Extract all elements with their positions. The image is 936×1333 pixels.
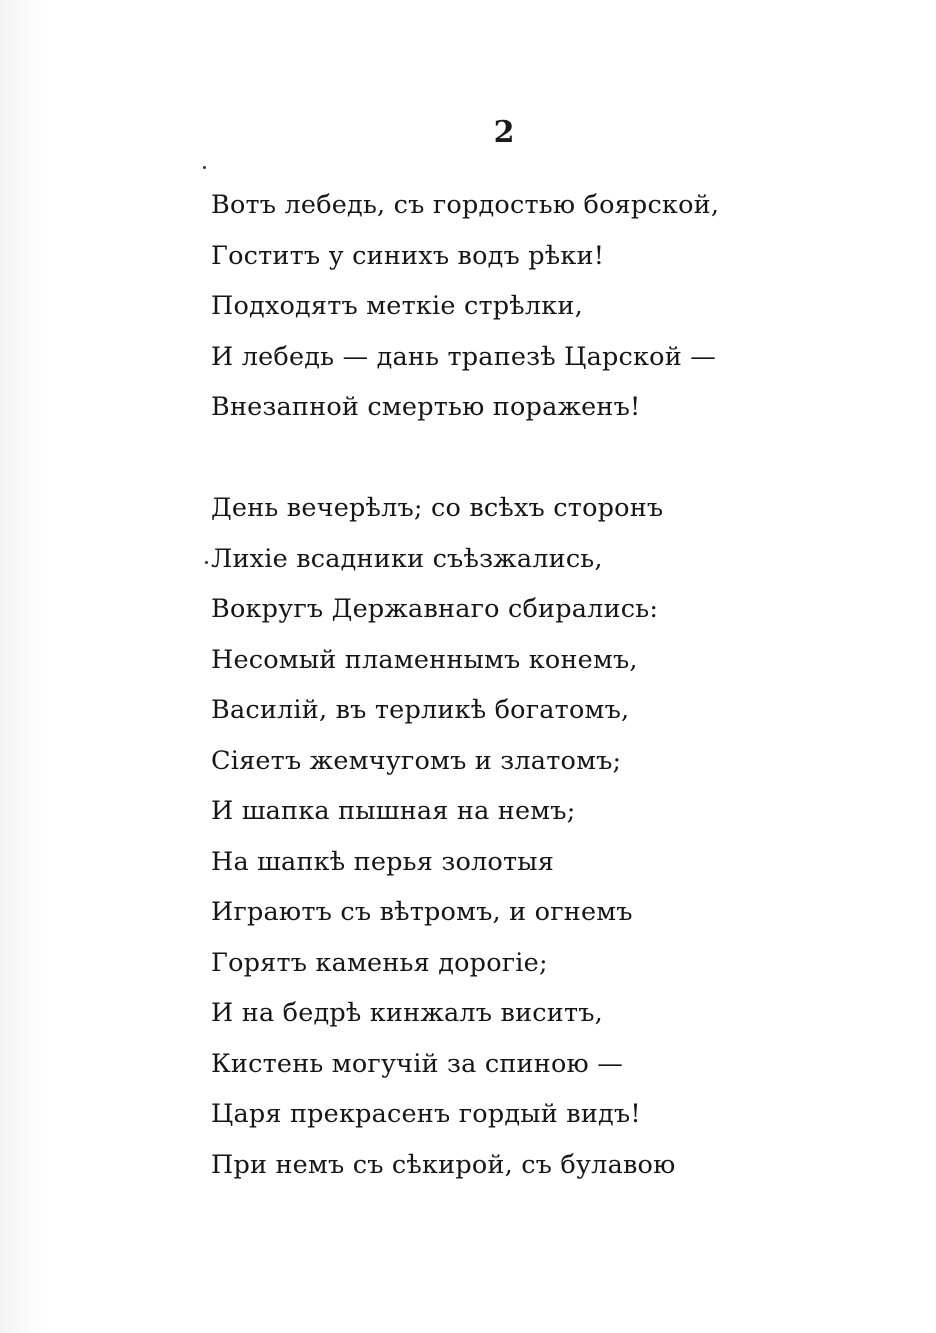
stanza-1: [211, 180, 719, 433]
scan-edge-shadow: [0, 0, 48, 1333]
verse-line: И шапка пышная на немъ;: [211, 796, 576, 826]
verse-line: Внезапной смертью пораженъ!: [211, 392, 641, 422]
verse-line: Играютъ съ вѣтромъ, и огнемъ: [211, 897, 633, 927]
verse-line: И лебедь — дань трапезѣ Царской —: [211, 341, 716, 372]
page-number: 2: [493, 115, 515, 150]
verse-line: Несомый пламеннымъ конемъ,: [211, 644, 638, 675]
verse-line: Василій, въ терликѣ богатомъ,: [211, 695, 630, 725]
verse-line: Вокругъ Державнаго сбирались:: [211, 594, 659, 624]
verse-line: На шапкѣ перья золотыя: [211, 846, 555, 877]
verse-line: Гоститъ у синихъ водъ рѣки!: [211, 240, 605, 271]
verse-line: Вотъ лебедь, съ гордостью боярской,: [211, 190, 720, 220]
ink-speck: [205, 561, 208, 564]
verse-line: Лихіе всадники съѣзжались,: [211, 543, 603, 574]
verse-line: Подходятъ меткіе стрѣлки,: [211, 291, 583, 321]
stanza-2: [211, 483, 675, 1190]
verse-line: При немъ съ сѣкирой, съ булавою: [211, 1149, 676, 1180]
ink-speck: [203, 166, 206, 169]
verse-line: Кистень могучій за спиною —: [211, 1048, 623, 1079]
verse-line: И на бедрѣ кинжалъ виситъ,: [211, 998, 603, 1028]
verse-line: Горятъ каменья дорогіе;: [211, 947, 548, 978]
verse-line: Сіяетъ жемчугомъ и златомъ;: [211, 745, 622, 776]
verse-line: Царя прекрасенъ гордый видъ!: [211, 1099, 641, 1129]
verse-line: День вечерѣлъ; со всѣхъ сторонъ: [211, 493, 664, 523]
